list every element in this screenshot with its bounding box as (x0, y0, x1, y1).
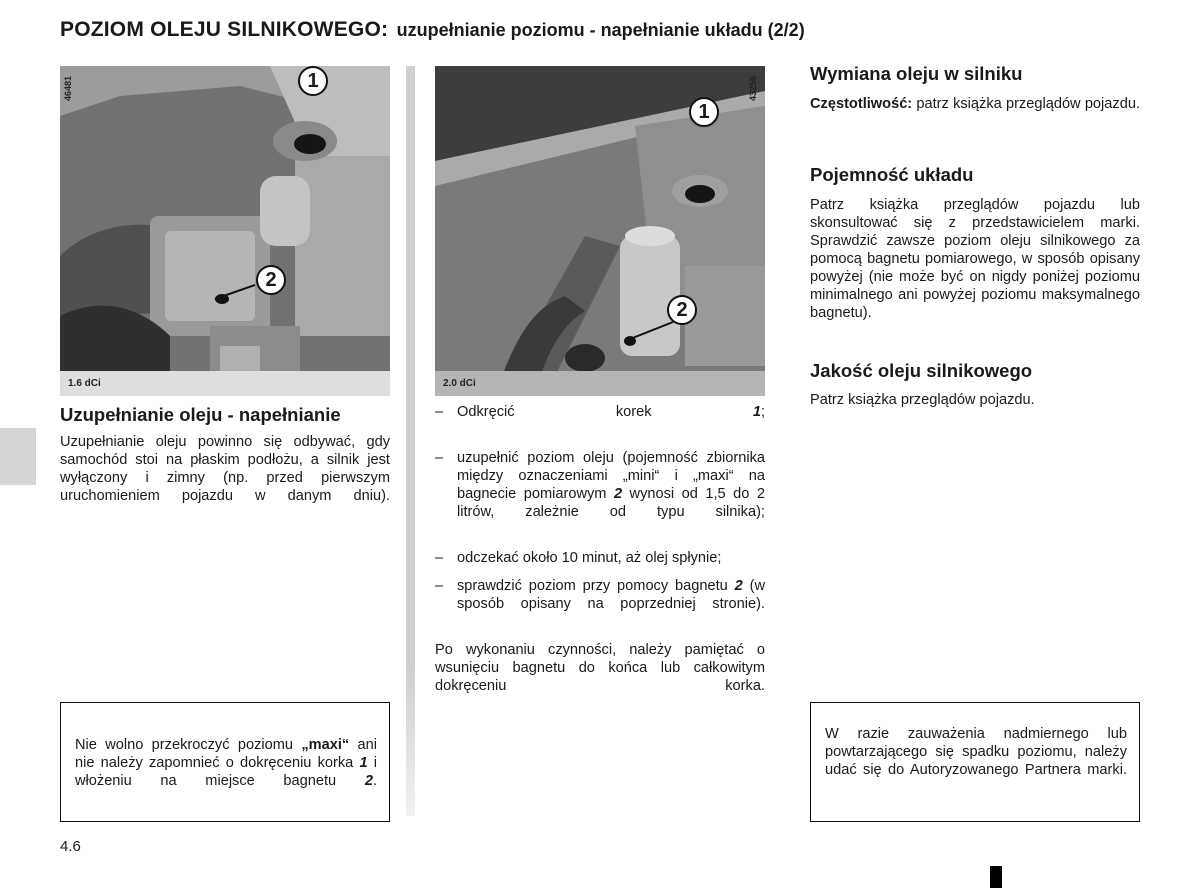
procedure-step: – odczekać około 10 minut, aż olej spłynie; (435, 549, 765, 567)
callout-marker: 1 (298, 66, 328, 96)
intro-paragraph: Uzupełnianie oleju powinno się odbywać, gdy samochód stoi na płaskim podłożu, a silnik jest wyłączony i zimny (np. przed pierwszym uruchomieniem pojazdu w danym dniu). (60, 434, 390, 504)
section-text: Patrz książka przeglądów pojazdu lub skonsultować się z przedstawicielem marki. Sprawdzić zawsze poziom oleju silnikowego za pomocą bagnetu pomiarowego, w sposób opisany powyżej (nie może być on nigdy poniżej poziomu minimalnego ani powyżej poziomu maksymalnego bagnetu). (810, 197, 1140, 321)
callout-marker: 1 (689, 97, 719, 127)
procedure-steps (435, 403, 765, 631)
section-heading: Jakość oleju silnikowego (810, 360, 1033, 381)
procedure-step: – uzupełnić poziom oleju (pojemność zbiornika między oznaczeniami „mini“ i „maxi“ na bagnecie pomiarowym 2 wynosi od 1,5 do 2 litrów, zależnie od typu silnika); (435, 449, 765, 539)
section-text: Patrz książka przeglądów pojazdu. (810, 392, 1035, 408)
notice-text: W razie zauważenia nadmiernego lub powtarzającego się spadku poziomu, należy udać się do Autoryzowanego Partnera marki. (825, 726, 1127, 778)
page-title (60, 18, 805, 42)
after-note: Po wykonaniu czynności, należy pamiętać o wsunięciu bagnetu do końca lub całkowitym dokręceniu korka. (435, 642, 765, 694)
engine-variant-label: 2.0 dCi (443, 378, 476, 389)
procedure-step: – Odkręcić korek 1; (435, 403, 765, 439)
engine-photo-2-0-dci (435, 66, 765, 396)
section-heading: Wymiana oleju w silniku (810, 63, 1023, 84)
section-text: Częstotliwość: patrz książka przeglądów pojazdu. (810, 96, 1140, 112)
image-code: 46481 (63, 76, 73, 102)
procedure-step: – sprawdzić poziom przy pomocy bagnetu 2 (w sposób opisany na poprzedniej stronie). (435, 577, 765, 631)
procedure (435, 403, 765, 695)
chapter-tab (0, 428, 36, 485)
corner-mark (990, 866, 1002, 888)
callout-marker: 2 (667, 295, 697, 325)
engine-photo-1-6-dci (60, 66, 390, 396)
page-number: 4.6 (60, 838, 81, 855)
title-main: POZIOM OLEJU SILNIKOWEGO: (60, 18, 389, 41)
notice-box (60, 702, 390, 822)
callout-marker: 2 (256, 265, 286, 295)
section-heading: Pojemność układu (810, 164, 974, 185)
title-sub: uzupełnianie poziomu - napełnianie układu (2/2) (396, 20, 805, 40)
engine-illustration (60, 66, 390, 396)
notice-box (810, 702, 1140, 822)
image-code: 43256 (748, 76, 758, 102)
section-heading: Uzupełnianie oleju - napełnianie (60, 404, 341, 425)
engine-variant-label: 1.6 dCi (68, 378, 101, 389)
notice-text: Nie wolno przekroczyć poziomu „maxi“ ani nie należy zapomnieć o dokręceniu korka 1 i włożeniu na miejsce bagnetu 2. (75, 737, 377, 789)
column-separator (406, 66, 415, 816)
